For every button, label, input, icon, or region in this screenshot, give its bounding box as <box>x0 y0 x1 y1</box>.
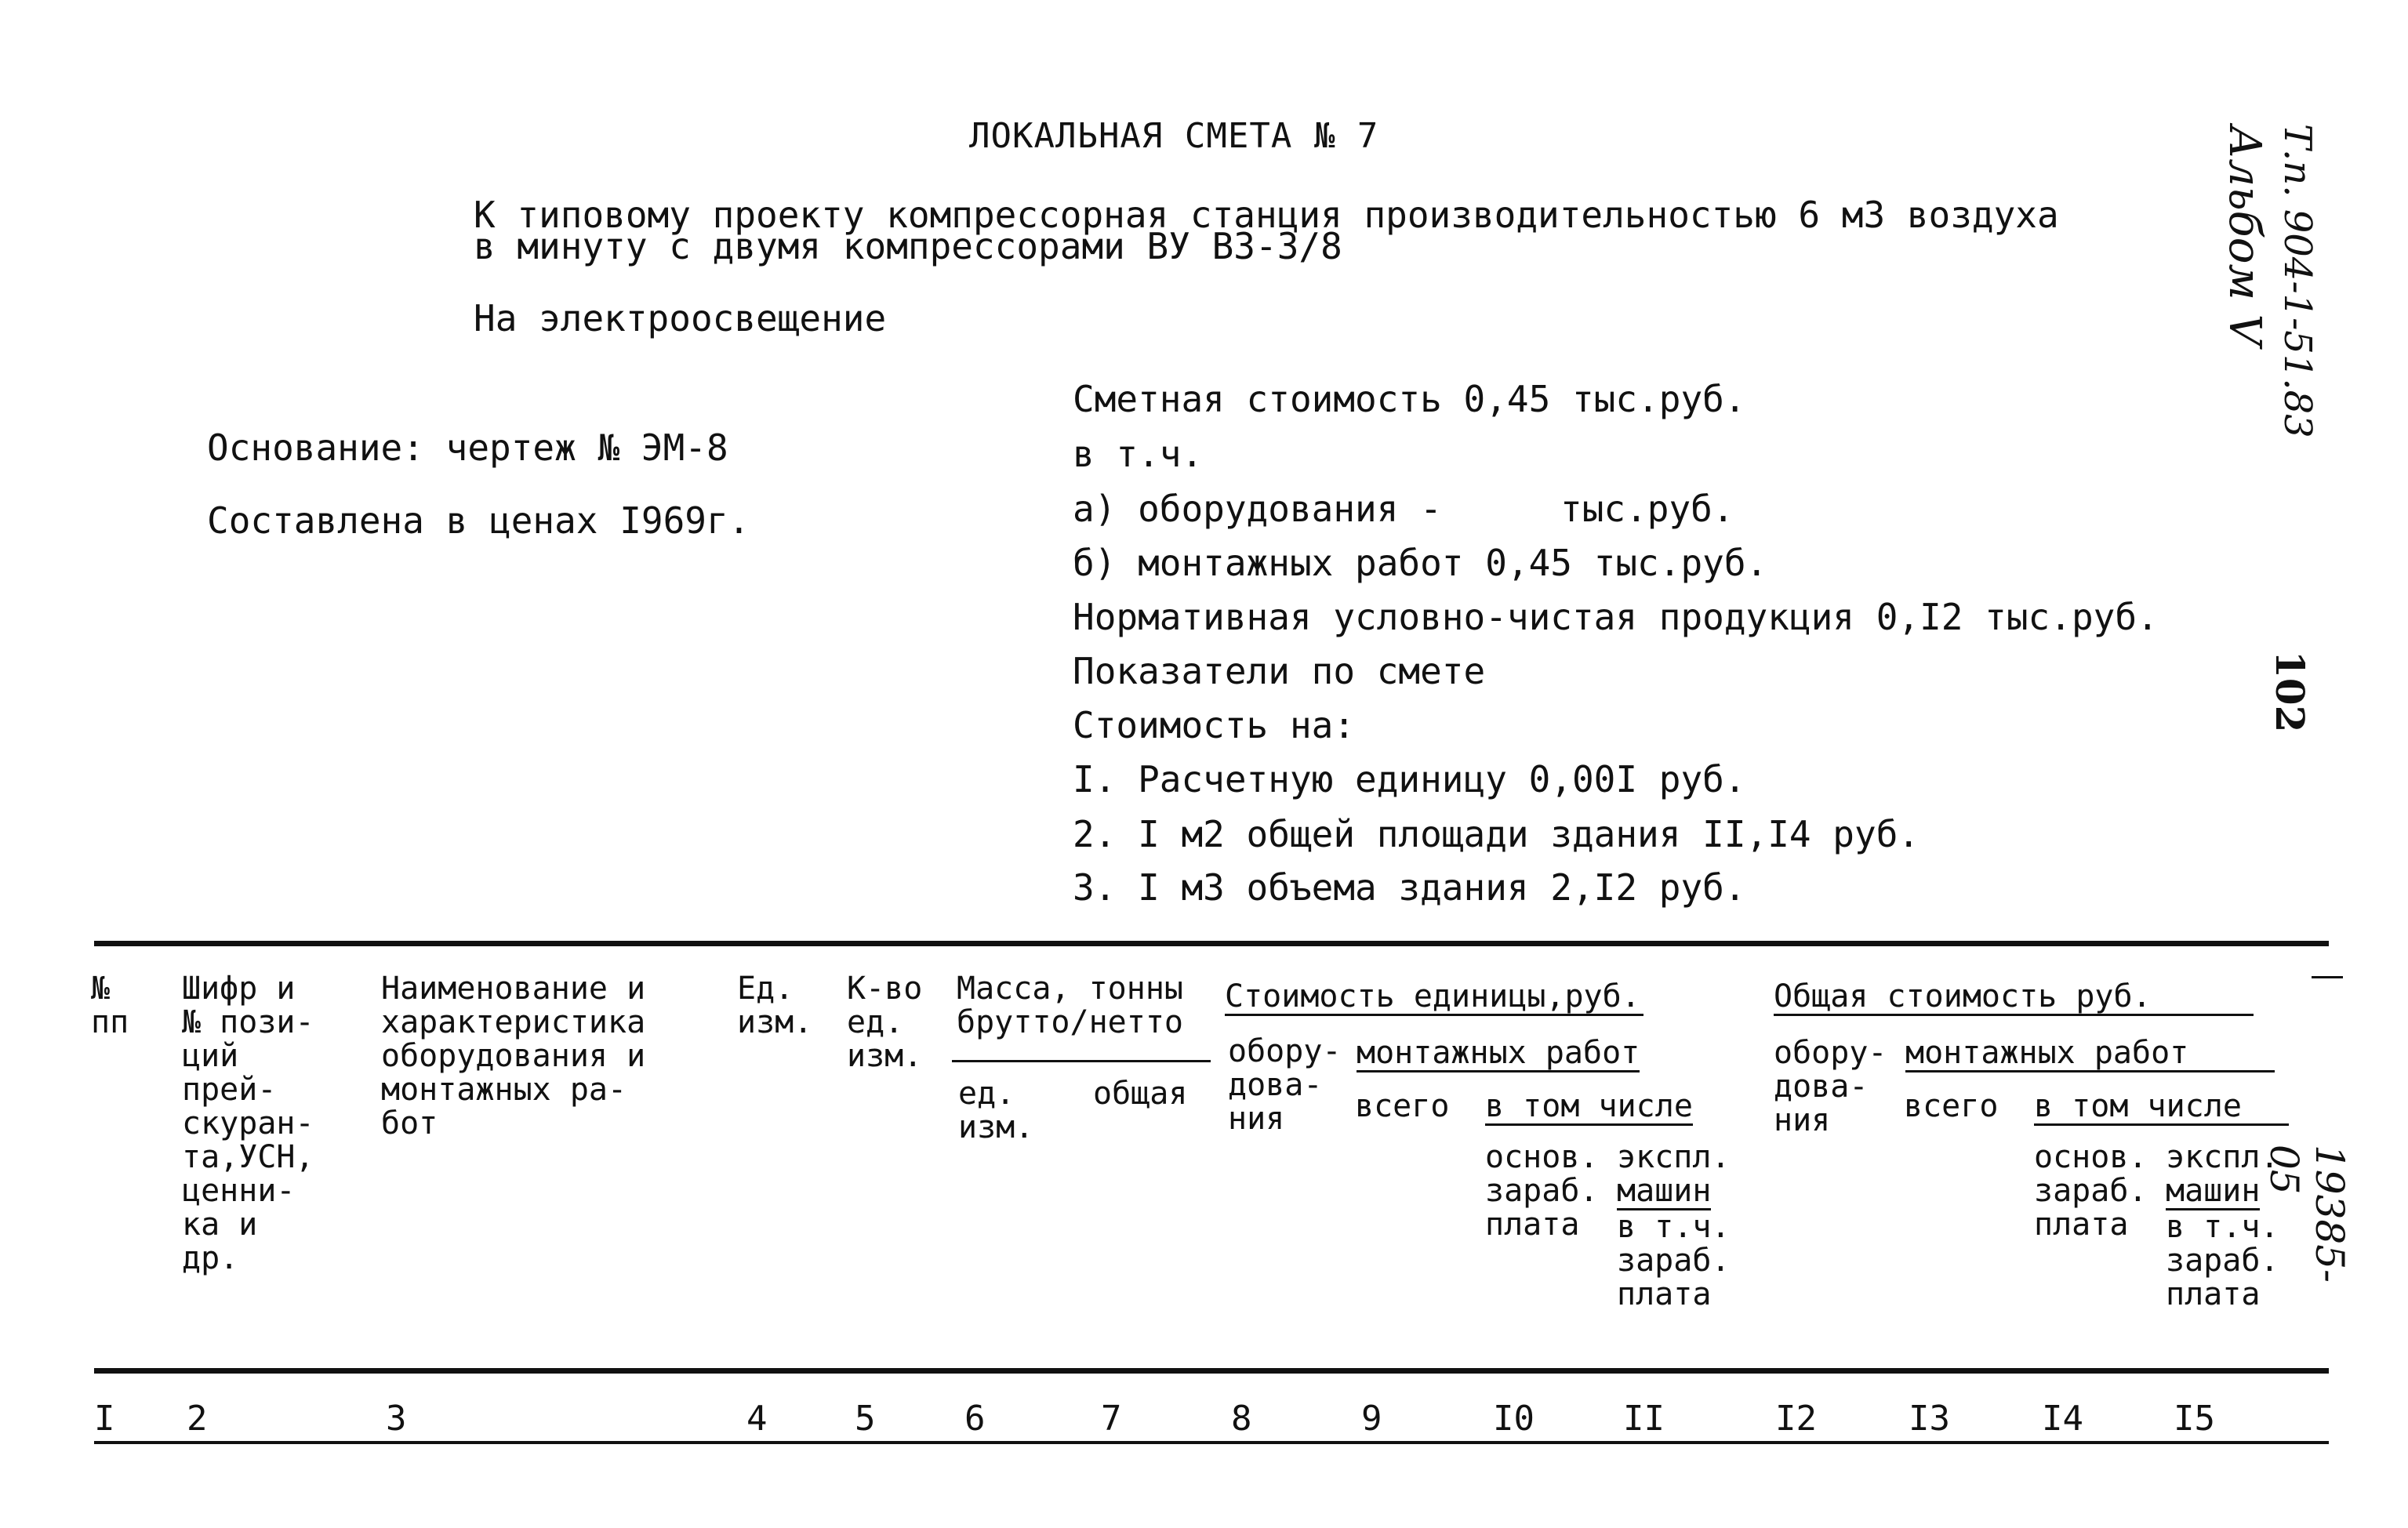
column-number: I0 <box>1493 1399 1535 1439</box>
column-number: I <box>94 1399 115 1439</box>
mass-group-header: Масса, тонны <box>957 971 1183 1007</box>
unit-total-header: всего <box>1355 1088 1450 1124</box>
total-cost-group-header: Общая стоимость руб. <box>1774 980 2254 1016</box>
cost-per-unit: I. Расчетную единицу 0,00I руб. <box>1073 758 1746 800</box>
column-number: 3 <box>386 1399 407 1439</box>
unit-machines-header: экспл. машин в т.ч. зараб. плата <box>1617 1139 1731 1312</box>
equipment-cost-label: а) оборудования - <box>1073 488 1442 530</box>
project-number-note-visible: Т.п. 904-1-51.83 <box>2275 124 2319 438</box>
column-number: II <box>1623 1399 1665 1439</box>
mass-sub-header: брутто/нетто <box>957 1004 1183 1040</box>
column-number: 2 <box>187 1399 208 1439</box>
equipment-cost-unit: тыс.руб. <box>1560 488 1734 530</box>
cost-per-m2: 2. I м2 общей площади здания II,I4 руб. <box>1073 813 1920 855</box>
column-number: 7 <box>1101 1399 1122 1439</box>
column-number: I5 <box>2174 1399 2215 1439</box>
total-equip-header: обору- дова- ния <box>1774 1035 1887 1138</box>
album-note: Альбом V <box>2219 125 2270 347</box>
col1-header: № пп <box>91 971 129 1040</box>
column-number: 4 <box>746 1399 768 1439</box>
total-total-header: всего <box>1904 1088 1999 1124</box>
unit-equip-header: обору- дова- ния <box>1228 1033 1342 1137</box>
document-number: 19385-05 <box>2261 1145 2352 1283</box>
col5-header: К-во ед. изм. <box>847 971 923 1074</box>
cost-per-m3: 3. I м3 объема здания 2,I2 руб. <box>1073 866 1746 909</box>
estimated-cost: Сметная стоимость 0,45 тыс.руб. <box>1073 378 1746 420</box>
price-base-text: Составлена в ценах I969г. <box>207 499 750 542</box>
table-bottom-rule <box>94 1441 2329 1444</box>
document-title: ЛОКАЛЬНАЯ СМЕТА № 7 <box>969 116 1379 156</box>
column-number: 5 <box>855 1399 876 1439</box>
column-number: I4 <box>2042 1399 2083 1439</box>
header-dash <box>2312 976 2343 978</box>
column-number: I2 <box>1775 1399 1817 1439</box>
basis-text: Основание: чертеж № ЭМ-8 <box>207 426 728 469</box>
total-install-group-header: монтажных работ <box>1905 1036 2275 1073</box>
mass-underline <box>952 1060 1211 1062</box>
unit-install-group-header: монтажных работ <box>1357 1035 1640 1071</box>
page-number: 102 <box>2267 651 2313 733</box>
total-incl-header: в том числе <box>2034 1090 2289 1126</box>
col6-header: ед. изм. <box>958 1076 1034 1145</box>
col3-header: Наименование и характеристика оборудования и монтажных ра- бот <box>381 971 646 1141</box>
table-mid-rule <box>94 1368 2329 1374</box>
col4-header: Ед. изм. <box>737 971 813 1040</box>
unit-incl-header: в том числе <box>1485 1088 1693 1124</box>
project-description-line1: К типовому проекту компрессорная станция производительностью 6 м3 воздуха <box>474 194 2059 236</box>
project-description-line2: в минуту с двумя компрессорами ВУ ВЗ-3/8 <box>474 225 1342 267</box>
including-label: в т.ч. <box>1073 433 1204 475</box>
column-number: 6 <box>964 1399 986 1439</box>
unit-cost-group-header: Стоимость единицы,руб. <box>1225 980 1643 1016</box>
cost-per-heading: Стоимость на: <box>1073 704 1356 746</box>
total-machines-header: экспл. машин в т.ч. зараб. плата <box>2166 1139 2279 1312</box>
unit-basic-pay-header: основ. зараб. плата <box>1485 1139 1599 1243</box>
installation-cost: б) монтажных работ 0,45 тыс.руб. <box>1073 542 1768 584</box>
indicators-heading: Показатели по смете <box>1073 650 1486 692</box>
column-number: I3 <box>1909 1399 1950 1439</box>
normative-product: Нормативная условно-чистая продукция 0,I2 тыс.руб. <box>1073 596 2159 638</box>
column-number: 9 <box>1361 1399 1382 1439</box>
col7-header: общая <box>1093 1076 1188 1112</box>
col2-header: Шифр и № пози- ций прей- скуран- та,УСН, ценни- ка и др. <box>182 971 314 1276</box>
column-number: 8 <box>1231 1399 1252 1439</box>
section-name: На электроосвещение <box>474 297 887 339</box>
total-basic-pay-header: основ. зараб. плата <box>2034 1139 2148 1243</box>
table-top-rule <box>94 941 2329 946</box>
